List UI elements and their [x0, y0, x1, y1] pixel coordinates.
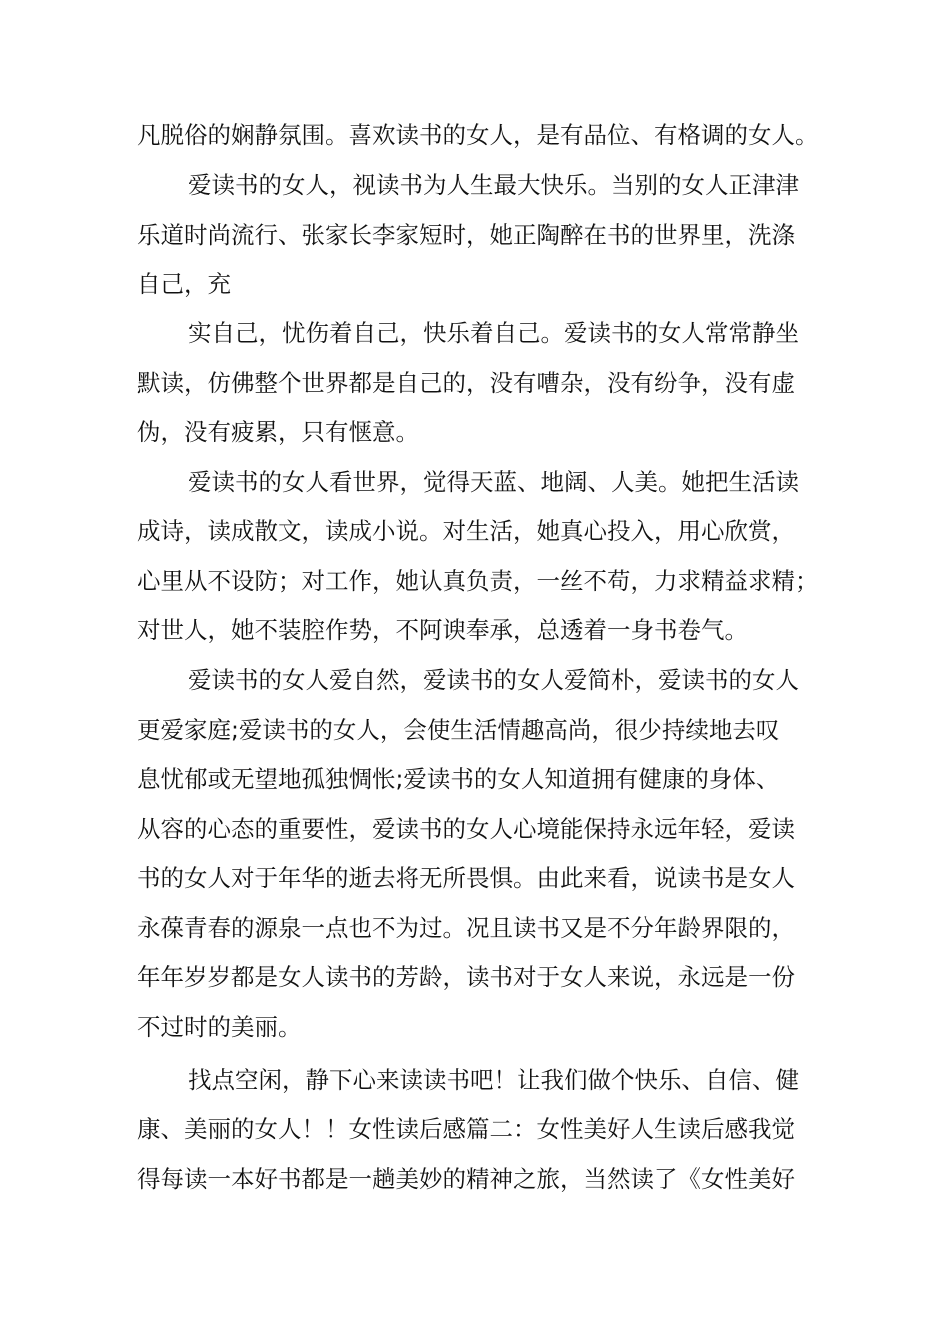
- text-line-2: 爱读书的女人，视读书为人生最大快乐。当别的女人正津津: [188, 171, 799, 199]
- text-line-9: 成诗，读成散文，读成小说。对生活，她真心投入，用心欣赏，: [137, 517, 795, 545]
- text-line-13: 更爱家庭;爱读书的女人，会使生活情趣高尚，很少持续地去叹: [137, 716, 780, 744]
- text-line-3: 乐道时尚流行、张家长李家短时，她正陶醉在书的世界里，洗涤: [137, 221, 795, 249]
- text-line-21: 康、美丽的女人！！女性读后感篇二：女性美好人生读后感我觉: [137, 1115, 795, 1143]
- text-line-22: 得每读一本好书都是一趟美妙的精神之旅，当然读了《女性美好: [137, 1165, 795, 1193]
- text-line-19: 不过时的美丽。: [137, 1013, 302, 1041]
- text-line-8: 爱读书的女人看世界，觉得天蓝、地阔、人美。她把生活读: [188, 468, 799, 496]
- text-line-10: 心里从不设防；对工作，她认真负责，一丝不苟，力求精益求精；: [137, 567, 819, 595]
- text-line-20: 找点空闲，静下心来读读书吧！让我们做个快乐、自信、健: [188, 1066, 799, 1094]
- text-line-7: 伪，没有疲累，只有惬意。: [137, 418, 419, 446]
- text-line-4: 自己，充: [137, 270, 231, 298]
- text-line-18: 年年岁岁都是女人读书的芳龄，读书对于女人来说，永远是一份: [137, 963, 795, 991]
- text-line-16: 书的女人对于年华的逝去将无所畏惧。由此来看，说读书是女人: [137, 864, 795, 892]
- text-line-17: 永葆青春的源泉一点也不为过。况且读书又是不分年龄界限的，: [137, 914, 795, 942]
- text-line-6: 默读，仿佛整个世界都是自己的，没有嘈杂，没有纷争，没有虚: [137, 369, 795, 397]
- text-line-12: 爱读书的女人爱自然，爱读书的女人爱简朴，爱读书的女人: [188, 666, 799, 694]
- text-line-1: 凡脱俗的娴静氛围。喜欢读书的女人，是有品位、有格调的女人。: [137, 121, 819, 149]
- text-line-11: 对世人，她不装腔作势，不阿谀奉承，总透着一身书卷气。: [137, 616, 748, 644]
- text-line-5: 实自己，忧伤着自己，快乐着自己。爱读书的女人常常静坐: [188, 319, 799, 347]
- text-line-14: 息忧郁或无望地孤独惆怅;爱读书的女人知道拥有健康的身体、: [137, 765, 780, 793]
- text-line-15: 从容的心态的重要性，爱读书的女人心境能保持永远年轻，爱读: [137, 815, 795, 843]
